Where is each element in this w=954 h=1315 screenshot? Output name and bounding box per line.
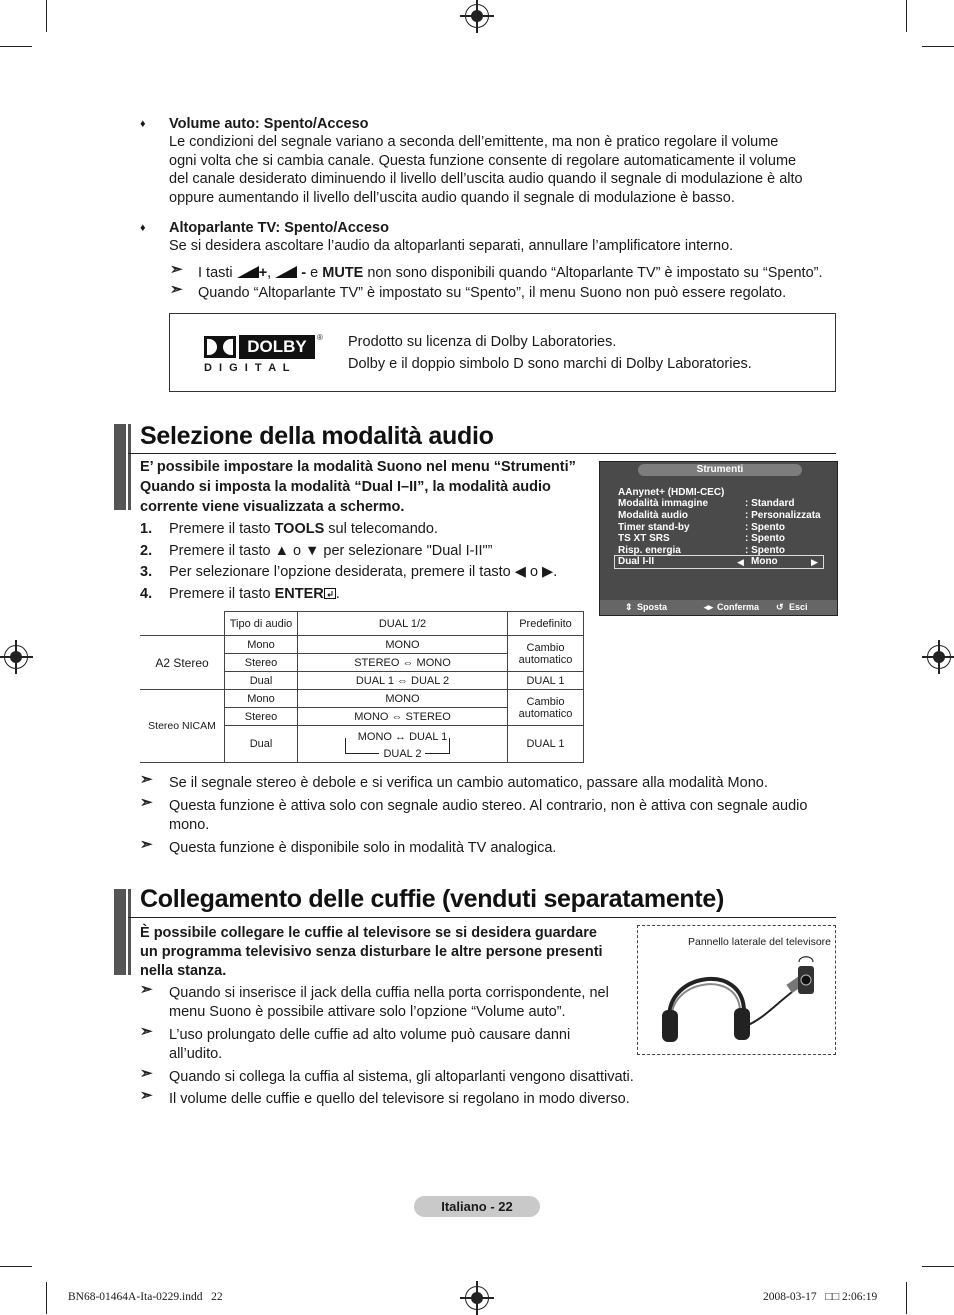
table-cell-text: automatico [518,653,573,666]
section-1-intro: Quando si imposta la modalità “Dual I–II”, la modalità audio [140,479,551,495]
panel-label: Pannello laterale del televisore [687,936,831,948]
menu-row-value: : Standard [745,498,795,509]
note-arrow-icon: ➣ [140,794,153,811]
print-date: 2008-03-17 □□ 2:06:19 [763,1291,878,1303]
menu-row-value: : Personalizzata [745,510,821,521]
volume-wedge-icon [237,266,259,278]
menu-title: Strumenti [638,464,802,476]
heading-bar [114,889,126,975]
step-3 [140,563,558,582]
strumenti-menu-screenshot [599,461,838,616]
table-cell: DUAL 1 ⇔ DUAL 2 [298,672,508,690]
menu-row-label: Risp. energia [618,545,681,556]
section-1-intro: corrente viene visualizzata a schermo. [140,499,405,515]
section-2-title: Collegamento delle cuffie (venduti separatamente) [140,885,725,913]
return-icon: ↺ [776,602,784,612]
crop-mark [906,0,907,32]
note-text: I tasti [198,265,233,281]
section-2-note: Quando si collega la cuffia al sistema, gli altoparlanti vengono disattivati. [169,1069,634,1085]
table-cell: MONO [298,690,508,708]
table-cell-text: Cambio [526,641,565,654]
note-arrow-icon: ➣ [140,836,153,853]
enter-key-label: ENTER [274,586,324,602]
heading-rule [128,917,836,918]
section-1-note: Questa funzione è disponibile solo in modalità TV analogica. [169,840,557,856]
step-text-pre: Premere il tasto [169,521,275,537]
table-cell: STEREO ⇔ MONO [298,654,508,672]
step-text-post: sul telecomando. [324,521,438,537]
step-text: Per selezionare l’opzione desiderata, premere il tasto ◀ o ▶. [169,564,558,580]
volume-auto-title: Volume auto: Spento/Acceso [169,116,369,132]
altoparlante-title: Altoparlante TV: Spento/Acceso [169,220,389,236]
tools-key-label: TOOLS [274,521,325,537]
crop-mark [0,1266,32,1267]
cycle-bottom-label: DUAL 2 [383,748,422,760]
note-text: + [258,265,268,281]
step-number: 2. [140,543,153,559]
crop-mark [46,1282,47,1314]
menu-row-value: : Spento [745,533,785,544]
table-cell: Stereo [225,708,298,726]
registered-mark: ® [317,333,323,342]
table-cell [298,726,508,763]
section-2-note: menu Suono è possibile attivare solo l’opzione “Volume auto”. [169,1004,566,1020]
table-cell [508,636,584,672]
altoparlante-line: Se si desidera ascoltare l’audio da altoparlanti separati, annullare l’amplificatore interno. [169,238,734,254]
step-text-pre: Premere il tasto [169,586,275,602]
step-text [169,520,438,539]
section-1-note: Se il segnale stereo è debole e si verifica un cambio automatico, passare alla modalità Mono. [169,775,768,791]
menu-footer [600,600,837,615]
menu-row-value: Mono [751,556,778,567]
section-2-note: L’uso prolungato delle cuffie ad alto volume può causare danni [169,1027,571,1043]
cycle-line [449,738,450,754]
menu-row-value: : Spento [745,522,785,533]
crop-mark [0,46,32,47]
table-cell: Dual [225,672,298,690]
crop-mark [922,46,954,47]
dolby-wordmark: DOLBY [239,335,315,359]
dolby-box [169,313,836,392]
left-right-icon: ◂▸ [704,602,714,612]
step-number: 3. [140,564,153,580]
registration-mark-icon [465,4,489,28]
step-number: 1. [140,521,153,537]
table-corner [140,612,225,636]
cycle-top-label: MONO ↔ DUAL 1 [357,731,448,743]
diamond-bullet-icon: ♦ [140,118,146,130]
footer-move: Sposta [637,602,668,612]
section-2-intro: È possibile collegare le cuffie al televisore se si desidera guardare [140,925,597,941]
note-text: e [310,265,319,281]
menu-row-label: TS XT SRS [618,533,670,544]
dolby-line-1: Prodotto su licenza di Dolby Laboratories. [348,334,617,350]
table-cell: DUAL 1 [508,726,584,763]
section-1-note: Questa funzione è attiva solo con segnale audio stereo. Al contrario, non è attiva con segnale audio [169,798,808,814]
step-2 [140,542,493,561]
section-2-note: all’udito. [169,1046,223,1062]
menu-row-label: AAnynet+ (HDMI-CEC) [618,487,725,498]
enter-icon [324,588,336,599]
double-d-icon [204,336,236,358]
menu-row-label: Timer stand-by [618,522,690,533]
step-4 [140,585,340,604]
headphone-panel [637,925,836,1055]
note-arrow-icon: ➣ [170,261,183,278]
volume-wedge-icon [275,266,297,278]
menu-row-value: : Spento [745,545,785,556]
cycle-line [425,753,449,754]
dolby-logo [204,333,323,376]
volume-auto-line: del canale desiderato diminuendo il livello dell’uscita audio quando il segnale di modulazione è alto [169,171,803,187]
section-1-note: mono. [169,817,210,833]
menu-row-label: Dual I-II [618,556,655,567]
left-arrow-icon: ◀ [737,557,744,567]
altoparlante-note-2: Quando “Altoparlante TV” è impostato su “Spento”, il menu Suono non può essere regolato. [198,285,787,301]
table-cell-text: Cambio [526,695,565,708]
menu-row-label: Modalità audio [618,510,688,521]
dolby-digital-text: D I G I T A L [204,362,292,374]
altoparlante-note-1 [198,264,823,283]
step-1 [140,520,438,539]
volume-auto-line: ogni volta che si cambia canale. Questa funzione consente di regolare automaticamente il volume [169,153,797,169]
page-number-badge: Italiano - 22 [414,1196,540,1217]
registration-mark-icon [465,1286,489,1310]
footer-exit: Esci [789,602,808,612]
cycle-line [345,753,379,754]
note-arrow-icon: ➣ [140,1023,153,1040]
note-arrow-icon: ➣ [170,281,183,298]
heading-bar [128,424,131,510]
note-arrow-icon: ➣ [140,981,153,998]
note-arrow-icon: ➣ [140,1065,153,1082]
diamond-bullet-icon: ♦ [140,222,146,234]
cycle-line [345,738,346,754]
table-cell: Stereo NICAM [140,690,225,763]
dual-cycle-diagram [343,727,463,761]
audio-mode-table [140,611,584,763]
volume-auto-line: Le condizioni del segnale variano a seconda dell’emittente, ma non è pratico regolare il volume [169,134,779,150]
mute-key-label: MUTE [322,265,364,281]
crop-mark [46,0,47,32]
registration-mark-icon [927,645,951,669]
right-arrow-icon: ▶ [811,557,818,567]
table-header: Predefinito [508,612,584,636]
up-down-icon: ⇕ [625,602,633,612]
crop-mark [906,1282,907,1314]
table-header: DUAL 1/2 [298,612,508,636]
section-2-intro: un programma televisivo senza disturbare le altre persone presenti [140,944,603,960]
menu-row-selected [614,555,824,569]
section-1-intro: E’ possibile impostare la modalità Suono nel menu “Strumenti” [140,459,576,475]
heading-bar [114,424,126,510]
table-cell-text: automatico [518,707,573,720]
section-2-intro: nella stanza. [140,963,227,979]
headphones-icon [656,954,832,1050]
file-slug: BN68-01464A-Ita-0229.indd 22 [68,1291,223,1303]
table-cell: DUAL 1 [508,672,584,690]
table-cell: MONO [298,636,508,654]
table-cell: MONO ⇔ STEREO [298,708,508,726]
note-text: - [301,265,307,281]
table-cell: A2 Stereo [140,636,225,690]
note-arrow-icon: ➣ [140,771,153,788]
note-text: non sono disponibili quando “Altoparlante TV” è impostato su “Spento”. [367,265,823,281]
menu-row-label: Modalità immagine [618,498,709,509]
table-cell [508,690,584,726]
table-cell: Stereo [225,654,298,672]
step-text-post: . [335,586,340,602]
step-text: Premere il tasto ▲ o ▼ per selezionare "Dual I-II"” [169,543,493,559]
step-number: 4. [140,586,153,602]
table-header: Tipo di audio [225,612,298,636]
heading-rule [128,453,836,454]
table-cell: Mono [225,690,298,708]
registration-mark-icon [4,645,28,669]
table-cell: Dual [225,726,298,763]
section-2-note: Il volume delle cuffie e quello del televisore si regolano in modo diverso. [169,1091,630,1107]
volume-auto-line: oppure aumentando il livello dell’uscita audio quando il segnale di modulazione è basso. [169,190,735,206]
note-text: , [267,265,272,281]
dolby-line-2: Dolby e il doppio simbolo D sono marchi di Dolby Laboratories. [348,356,752,372]
section-1-title: Selezione della modalità audio [140,422,494,450]
crop-mark [922,1266,954,1267]
step-text [169,585,340,604]
section-2-note: Quando si inserisce il jack della cuffia nella porta corrispondente, nel [169,985,609,1001]
note-arrow-icon: ➣ [140,1087,153,1104]
table-cell: Mono [225,636,298,654]
heading-bar [128,889,131,975]
footer-confirm: Conferma [717,602,760,612]
